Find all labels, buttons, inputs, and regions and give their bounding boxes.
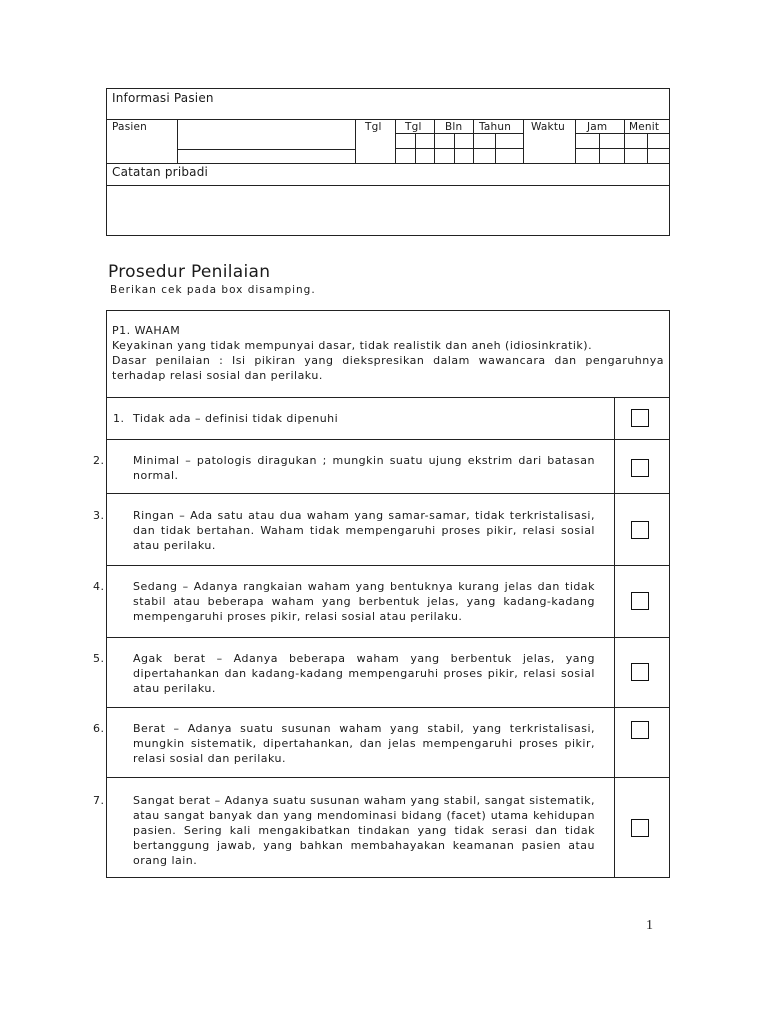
pasien-name-field[interactable] — [179, 121, 353, 147]
section-code: P1. WAHAM — [112, 324, 181, 337]
info-heading: Informasi Pasien — [112, 91, 214, 105]
procedure-subtitle: Berikan cek pada box disamping. — [110, 284, 316, 296]
patient-info-table — [106, 88, 670, 236]
section-header — [112, 323, 664, 383]
score-item-1: 1. Tidak ada – definisi tidak dipenuhi — [113, 412, 339, 425]
catatan-label: Catatan pribadi — [112, 165, 209, 179]
tgl-label: Tgl — [365, 121, 382, 133]
catatan-field[interactable] — [109, 187, 667, 233]
score-item-3: 3. Ringan – Ada satu atau dua waham yang samar-samar, tidak terkristalisasi, dan tidak bertahan. Waham tidak mempengaruhi proses pikir, relasi sosial atau perilaku. — [93, 509, 595, 552]
score-item-4: 4. Sedang – Adanya rangkaian waham yang bentuknya kurang jelas dan tidak stabil atau beberapa waham yang berbentuk jelas, yang kadang-kadang mempengaruhi proses pikir, relasi sosial atau perilaku. — [93, 580, 595, 623]
menit-header: Menit — [629, 121, 660, 133]
score-checkbox-5[interactable] — [631, 663, 649, 681]
score-checkbox-3[interactable] — [631, 521, 649, 539]
score-item-7: 7. Sangat berat – Adanya suatu susunan waham yang stabil, sangat sistematik, atau sangat banyak dan yang mendominasi bidang (facet) utama kehidupan pasien. Sering kali mengakibatkan tindakan yang tidak serasi dan tidak bertanggung jawab, yang bahkan membahayakan keamanan pasien atau orang lain. — [93, 794, 595, 867]
score-checkbox-1[interactable] — [631, 409, 649, 427]
tahun-header: Tahun — [479, 121, 512, 133]
section-basis: Dasar penilaian : Isi pikiran yang diekspresikan dalam wawancara dan pengaruhnya terhadap relasi sosial dan perilaku. — [112, 354, 664, 382]
jam-header: Jam — [587, 121, 608, 133]
pasien-label: Pasien — [112, 121, 147, 133]
score-item-2: 2. Minimal – patologis diragukan ; mungkin suatu ujung ekstrim dari batasan normal. — [93, 454, 595, 482]
score-checkbox-2[interactable] — [631, 459, 649, 477]
waktu-label: Waktu — [531, 121, 565, 133]
bln-header: Bln — [445, 121, 463, 133]
score-checkbox-6[interactable] — [631, 721, 649, 739]
score-item-5: 5. Agak berat – Adanya beberapa waham yang berbentuk jelas, yang dipertahankan dan kadang-kadang mempengaruhi proses pikir, relasi sosial atau perilaku. — [93, 652, 595, 695]
assessment-table — [93, 310, 670, 878]
score-checkbox-7[interactable] — [631, 819, 649, 837]
procedure-title: Prosedur Penilaian — [108, 262, 271, 282]
score-item-6: 6. Berat – Adanya suatu susunan waham yang stabil, yang terkristalisasi, mungkin sistematik, dipertahankan, dan jelas mempengaruhi proses pikir, relasi sosial dan perilaku. — [93, 722, 595, 765]
section-definition: Keyakinan yang tidak mempunyai dasar, tidak realistik dan aneh (idiosinkratik). — [112, 339, 593, 352]
tgl-header: Tgl — [405, 121, 422, 133]
page-number: 1 — [646, 918, 653, 933]
score-checkbox-4[interactable] — [631, 592, 649, 610]
